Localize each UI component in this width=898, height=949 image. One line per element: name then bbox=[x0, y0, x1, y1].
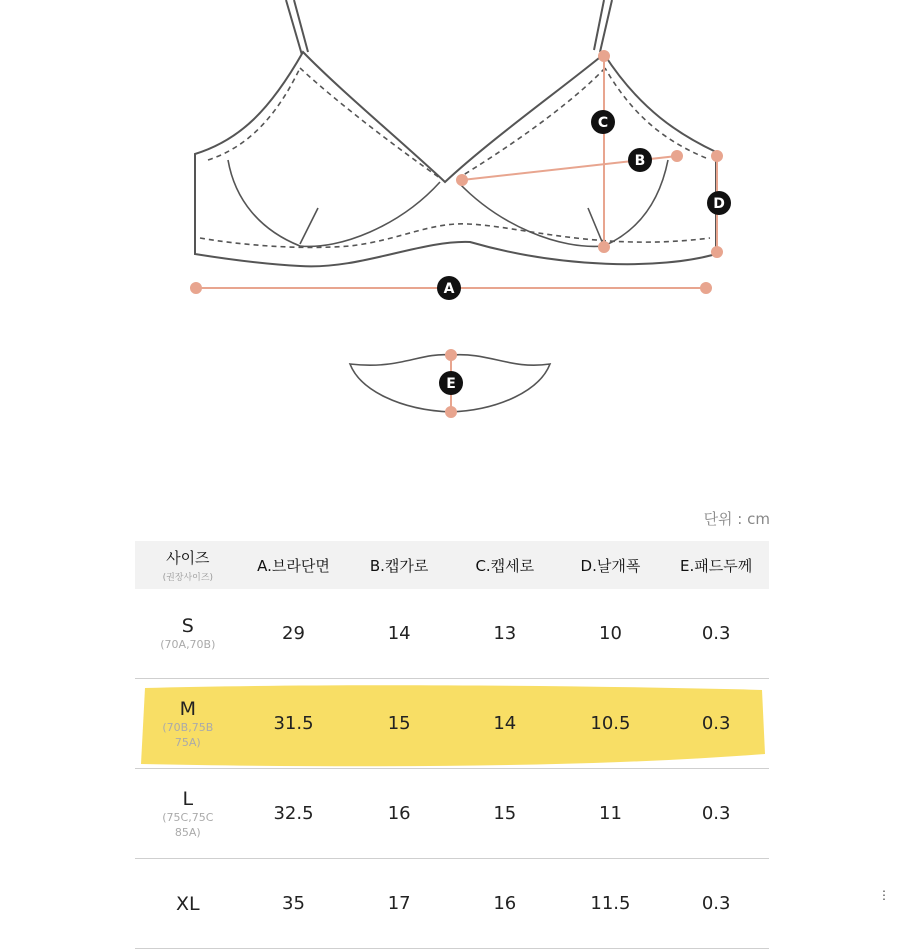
value-cell: 31.5 bbox=[241, 679, 347, 769]
value-cell: 32.5 bbox=[241, 769, 347, 859]
marker-e bbox=[439, 371, 463, 395]
value-cell: 29 bbox=[241, 589, 347, 679]
value-cell: 0.3 bbox=[663, 589, 769, 679]
size-cell: M (70B,75B 75A) bbox=[135, 679, 241, 769]
value-cell: 15 bbox=[452, 769, 558, 859]
table-row-highlighted bbox=[135, 679, 769, 769]
header-b: B.캡가로 bbox=[346, 541, 452, 589]
header-c: C.캡세로 bbox=[452, 541, 558, 589]
header-a: A.브라단면 bbox=[241, 541, 347, 589]
value-cell: 10 bbox=[558, 589, 664, 679]
size-table bbox=[135, 541, 769, 949]
size-cell: L (75C,75C 85A) bbox=[135, 769, 241, 859]
table-header-row bbox=[135, 541, 769, 589]
svg-text:D: D bbox=[713, 196, 725, 212]
table-row bbox=[135, 589, 769, 679]
marker-b bbox=[628, 148, 652, 172]
size-cell: XL bbox=[135, 859, 241, 949]
left-strap-inner bbox=[294, 0, 308, 52]
value-cell: 13 bbox=[452, 589, 558, 679]
value-cell: 35 bbox=[241, 859, 347, 949]
value-cell: 11 bbox=[558, 769, 664, 859]
drag-handle-icon[interactable]: ⋮ bbox=[878, 888, 890, 902]
table-row bbox=[135, 769, 769, 859]
value-cell: 16 bbox=[346, 769, 452, 859]
table-row bbox=[135, 859, 769, 949]
bra-measurement-diagram bbox=[0, 0, 898, 440]
value-cell: 11.5 bbox=[558, 859, 664, 949]
value-cell: 14 bbox=[346, 589, 452, 679]
value-cell: 0.3 bbox=[663, 859, 769, 949]
svg-text:E: E bbox=[446, 376, 456, 392]
value-cell: 10.5 bbox=[558, 679, 664, 769]
value-cell: 14 bbox=[452, 679, 558, 769]
size-cell: S (70A,70B) bbox=[135, 589, 241, 679]
value-cell: 0.3 bbox=[663, 769, 769, 859]
svg-text:B: B bbox=[634, 153, 646, 169]
header-size: 사이즈 (권장사이즈) bbox=[135, 541, 241, 589]
value-cell: 0.3 bbox=[663, 679, 769, 769]
value-cell: 16 bbox=[452, 859, 558, 949]
marker-d bbox=[707, 191, 731, 215]
marker-c bbox=[591, 110, 615, 134]
left-strap bbox=[286, 0, 302, 55]
svg-text:C: C bbox=[597, 115, 609, 131]
header-e: E.패드두께 bbox=[663, 541, 769, 589]
svg-text:A: A bbox=[443, 281, 455, 297]
value-cell: 17 bbox=[346, 859, 452, 949]
marker-a bbox=[437, 276, 461, 300]
unit-label: 단위 : cm bbox=[703, 510, 770, 528]
header-d: D.날개폭 bbox=[558, 541, 664, 589]
value-cell: 15 bbox=[346, 679, 452, 769]
